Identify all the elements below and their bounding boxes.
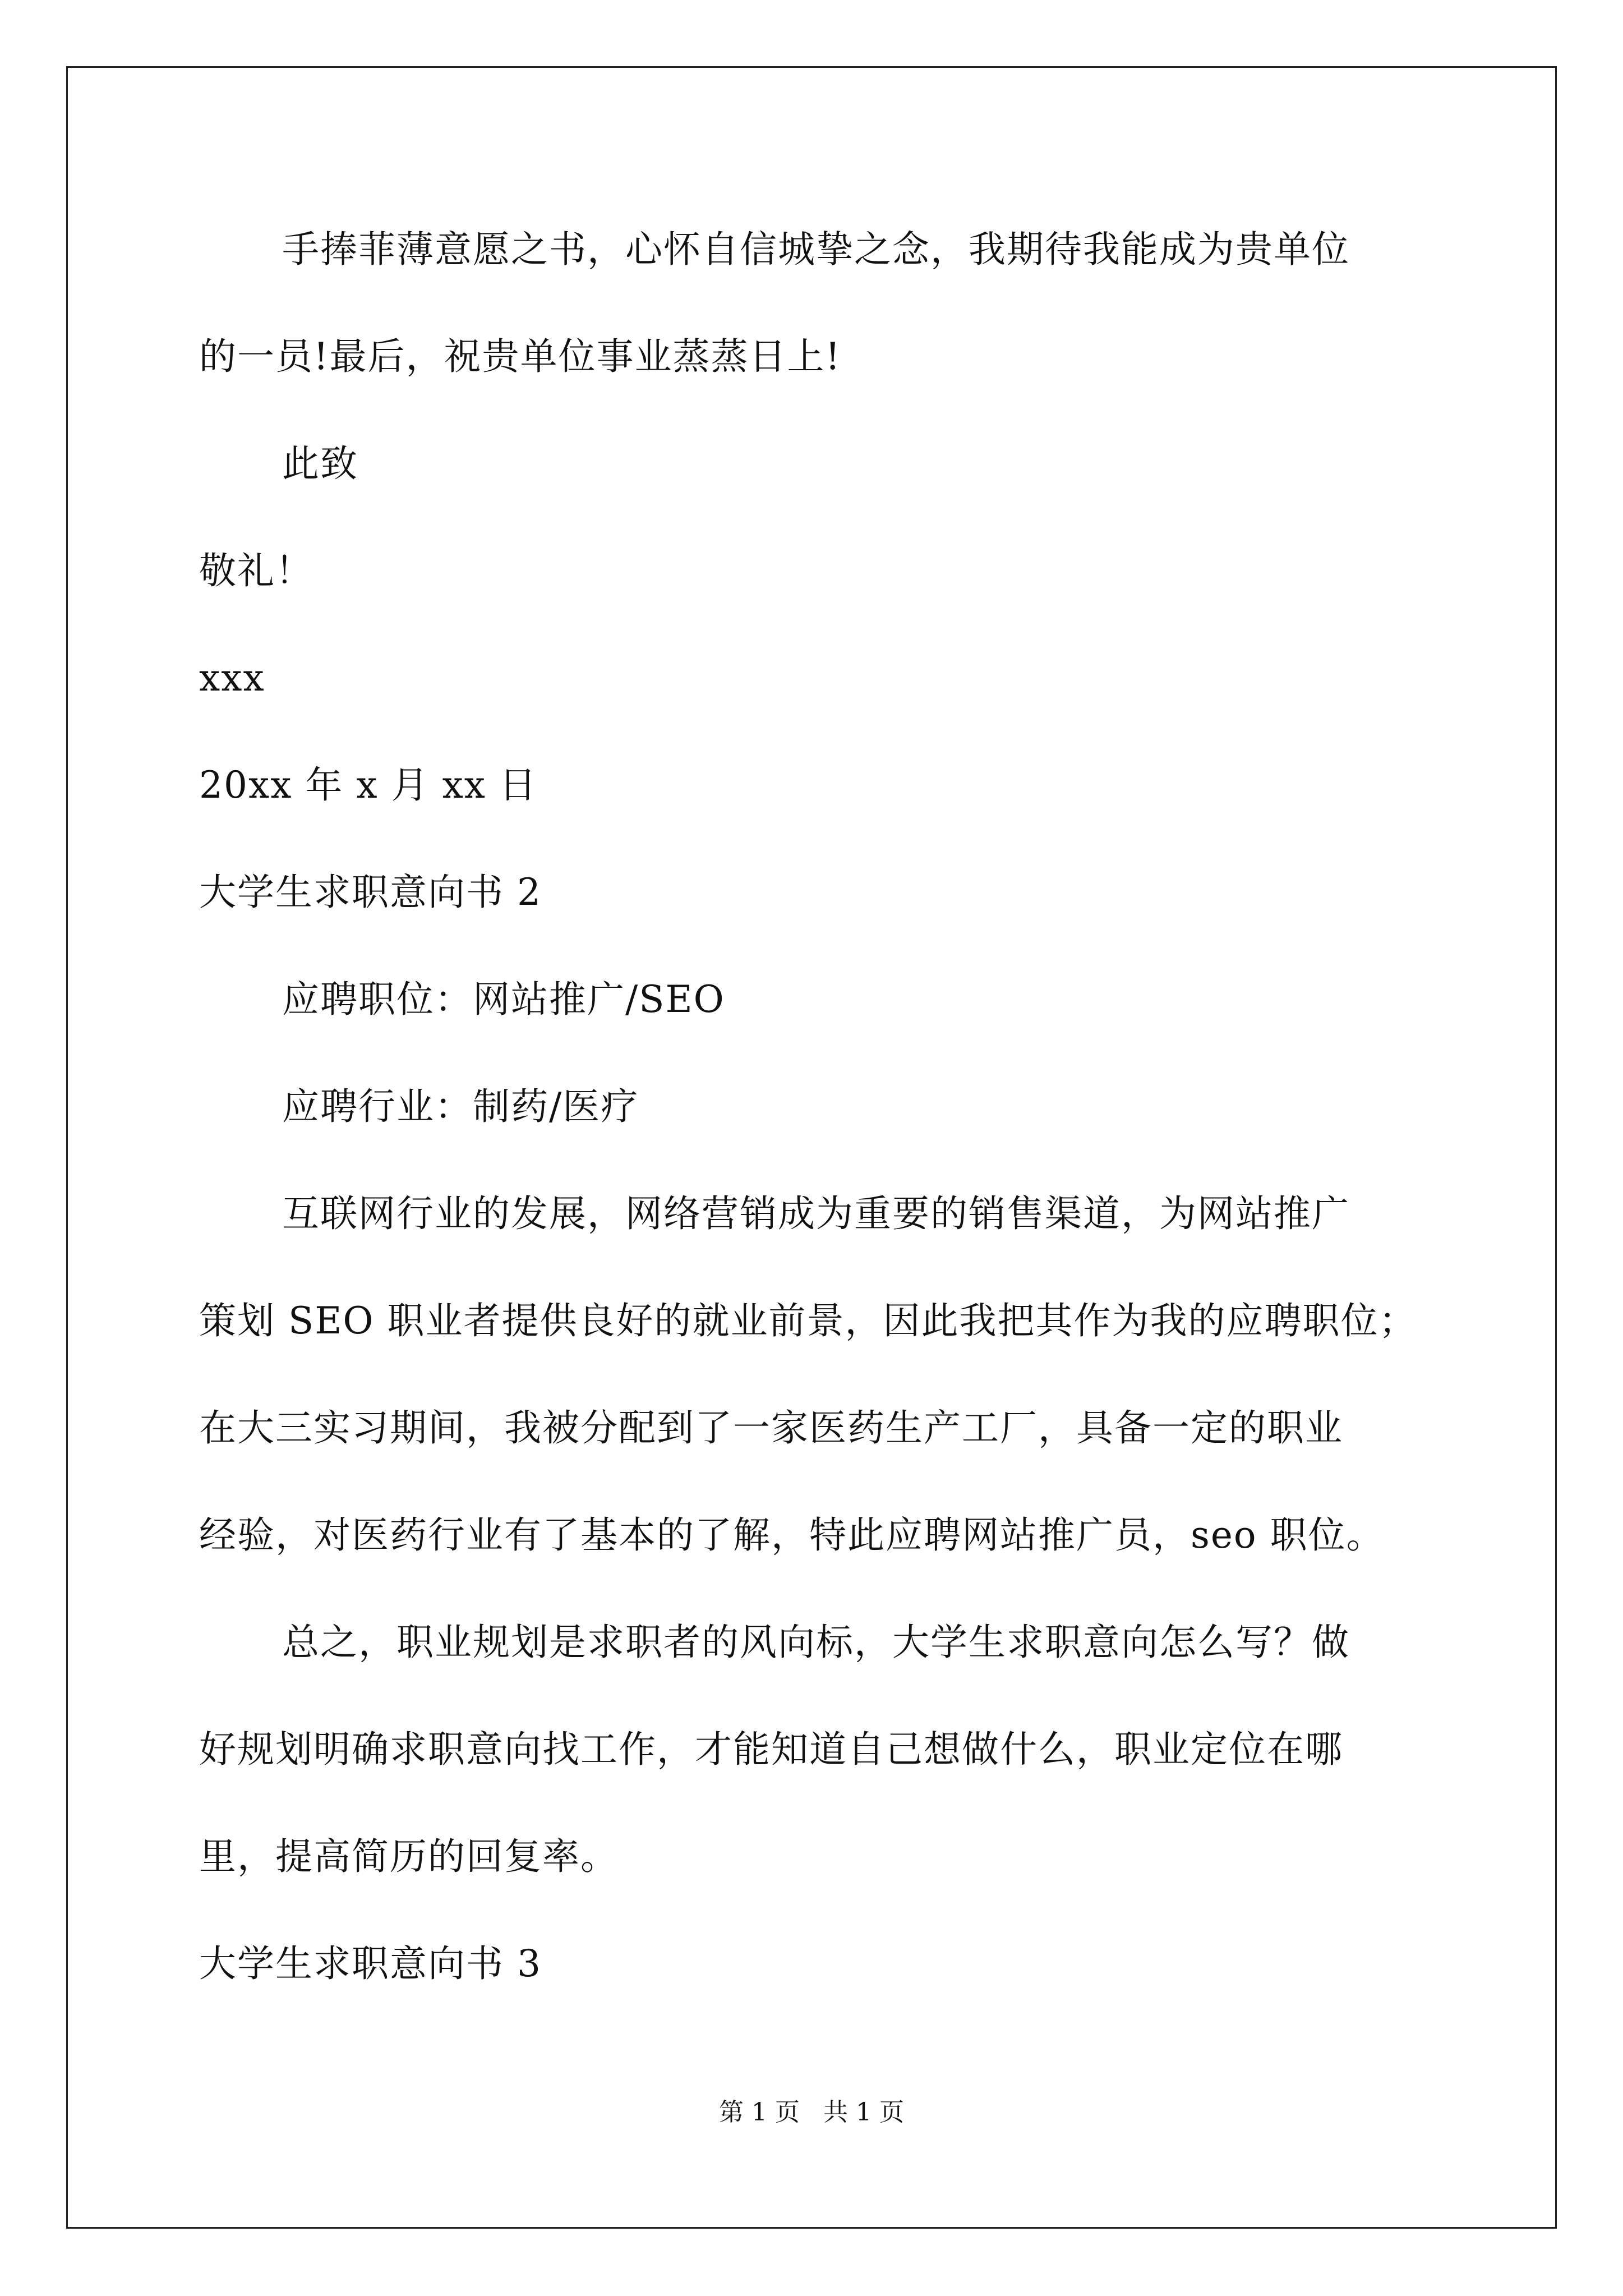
- paragraph-line: 互联网行业的发展，网络营销成为重要的销售渠道，为网站推广: [282, 1192, 1350, 1235]
- page-border: [66, 66, 1557, 2229]
- job-position-line: 应聘职位：网站推广/SEO: [282, 978, 725, 1021]
- job-industry-line: 应聘行业：制药/医疗: [282, 1085, 639, 1128]
- page-number-footer: 第 1 页 共 1 页: [719, 2098, 904, 2127]
- paragraph-line: 的一员!最后，祝贵单位事业蒸蒸日上!: [199, 335, 842, 378]
- section-heading: 大学生求职意向书 2: [199, 871, 542, 914]
- paragraph-line: 好规划明确求职意向找工作，才能知道自己想做什么，职业定位在哪: [199, 1728, 1343, 1771]
- salutation-line: 此致: [282, 442, 358, 485]
- section-heading: 大学生求职意向书 3: [199, 1942, 542, 1985]
- signature-name: xxx: [199, 656, 265, 700]
- signature-date: 20xx 年 x 月 xx 日: [199, 763, 537, 807]
- paragraph-line: 总之，职业规划是求职者的风向标，大学生求职意向怎么写？做: [282, 1621, 1350, 1664]
- paragraph-line: 里，提高简历的回复率。: [199, 1835, 619, 1878]
- paragraph-line: 手捧菲薄意愿之书，心怀自信城挚之念，我期待我能成为贵单位: [282, 228, 1350, 271]
- paragraph-line: 策划 SEO 职业者提供良好的就业前景，因此我把其作为我的应聘职位；: [199, 1299, 1417, 1342]
- paragraph-line: 在大三实习期间，我被分配到了一家医药生产工厂，具备一定的职业: [199, 1406, 1343, 1450]
- closing-line: 敬礼！: [199, 549, 313, 592]
- paragraph-line: 经验，对医药行业有了基本的了解，特此应聘网站推广员，seo 职位。: [199, 1513, 1385, 1557]
